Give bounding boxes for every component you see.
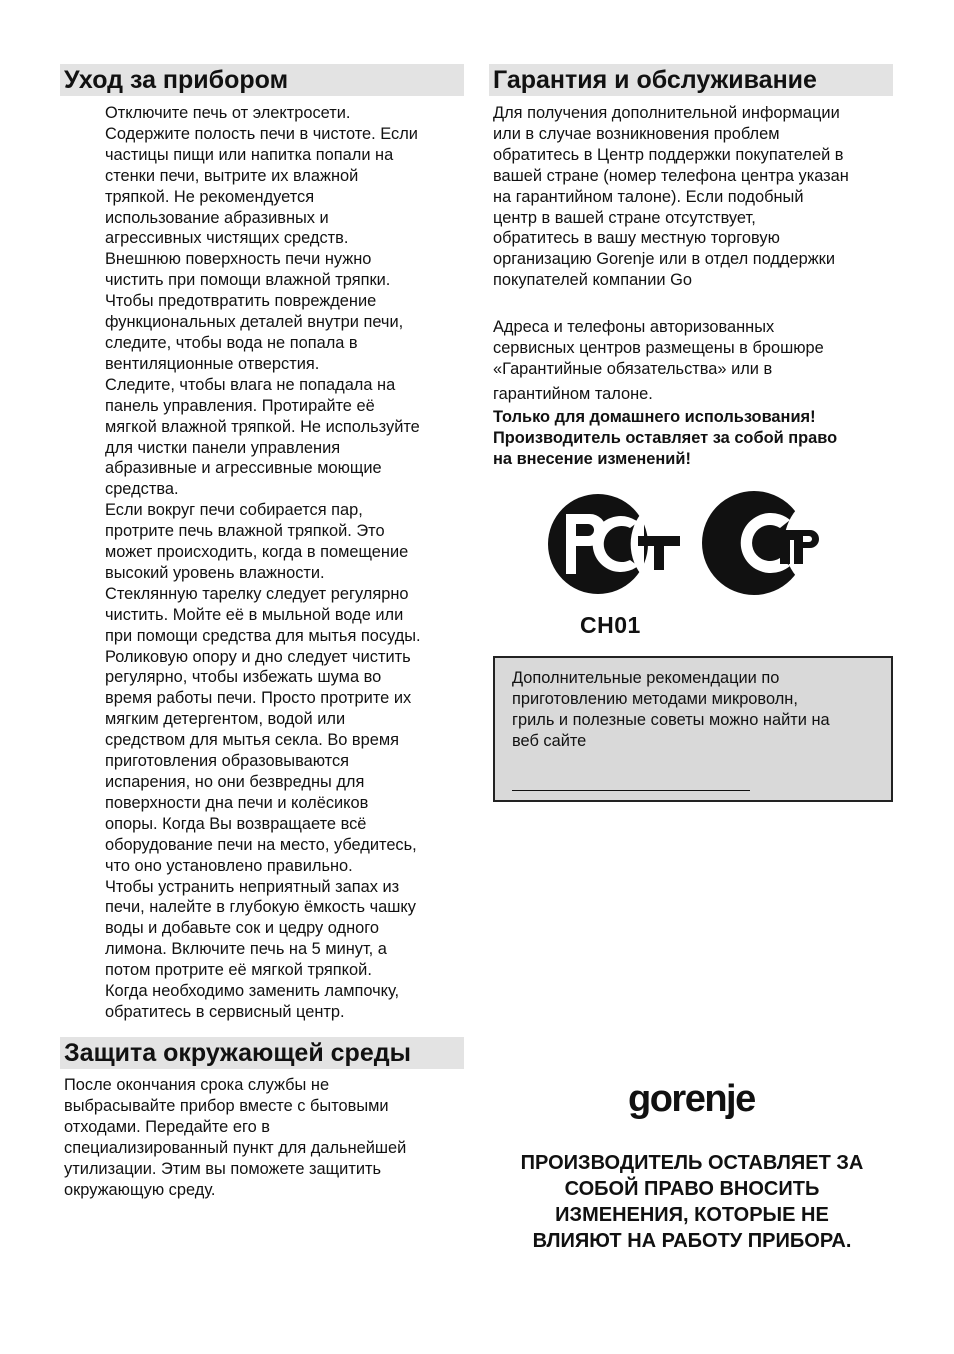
warranty-text: Для получения дополнительной информации или в случае возникновения проблем обратитесь в Центр поддержки покупателей в вашей стране (номер телефона центра указан на гарантийном талоне). Если подобный центр в вашей стране отсутствует, обратитесь в вашу местную торговую организацию Gorenje или в отдел поддержки покупателей компании Go bbox=[493, 104, 849, 290]
manufacturer-notice: ПРОИЗВОДИТЕЛЬ ОСТАВЛЯЕТ ЗА СОБОЙ ПРАВО ВНОСИТЬ ИЗМЕНЕНИЯ, КОТОРЫЕ НЕ ВЛИЯЮТ НА РАБОТУ ПРИБОРА. bbox=[520, 1152, 864, 1252]
care-section-text: Отключите печь от электросети. Содержите полость печи в чистоте. Если частицы пищи или напитка попали на стенки печи, вытрите их влажной тряпкой. Не рекомендуется использование абразивных и агрессивных чистящих средств. Внешнюю поверхность печи нужно чистить при помощи влажной тряпки. Чтобы предотвратить повреждение функциональных деталей внутри печи, следите, чтобы вода не попала в вентиляционные отверстия. Следите, чтобы влага не попадала на панель управления. Протирайте её мягкой влажной тряпкой. Не используйте для чистки панели управления абразивные и агрессивные моющие средства. Если вокруг печи собирается пар, протрите печь влажной тряпкой. Это может происходить, когда в помещение высокий уровень влажности. Стеклянную тарелку следует регулярно чистить. Мойте её в мыльной воде или при помощи средства для мытья посуды. Роликовую опору и дно следует чистить регулярно, чтобы избежать шума во время работы печи. Просто протрите их мягким детергентом, водой или средством для мытья секла. Во время приготовления образовываются испарения, но они безвредны для поверхности дна печи и колёсиков опоры. Когда Вы возвращаете всё оборудование печи на место, убедитесь, что оно установлено правильно. Чтобы устранить неприятный запах из печи, налейте в глубокую ёмкость чашку воды и добавьте сок и цедру одного лимона. Включите печь на 5 минут, а потом протрите её мягкой тряпкой. Когда необходимо заменить лампочку, обратитесь в сервисный центр. bbox=[105, 104, 421, 1021]
environment-section-title: Защита окружающей среды bbox=[60, 1037, 464, 1069]
warranty-section-title: Гарантия и обслуживание bbox=[489, 64, 893, 96]
environment-section-text: После окончания срока службы не выбрасывайте прибор вместе с бытовыми отходами. Передайте его в специализированный пункт для дальнейшей утилизации. Этим вы поможете защитить окружающую среду. bbox=[64, 1076, 407, 1199]
certification-code: CH01 bbox=[580, 612, 641, 638]
gorenje-logo: gorenje bbox=[628, 1078, 755, 1120]
warranty-coupon-text: гарантийном талоне. bbox=[493, 385, 653, 403]
pct-certification-mark bbox=[546, 492, 684, 596]
recommendation-text: Дополнительные рекомендации по приготовлению методами микроволн, гриль и полезные советы можно найти на веб сайте bbox=[512, 669, 830, 750]
tr-certification-mark bbox=[698, 490, 822, 596]
service-centers-text: Адреса и телефоны авторизованных сервисных центров размещены в брошюре «Гарантийные обязательства» или в bbox=[493, 318, 824, 378]
care-section-title: Уход за прибором bbox=[60, 64, 464, 96]
recommendation-box bbox=[493, 656, 893, 802]
home-use-notice: Только для домашнего использования! Производитель оставляет за собой право на внесение изменений! bbox=[493, 408, 838, 468]
website-blank-line bbox=[512, 790, 750, 791]
